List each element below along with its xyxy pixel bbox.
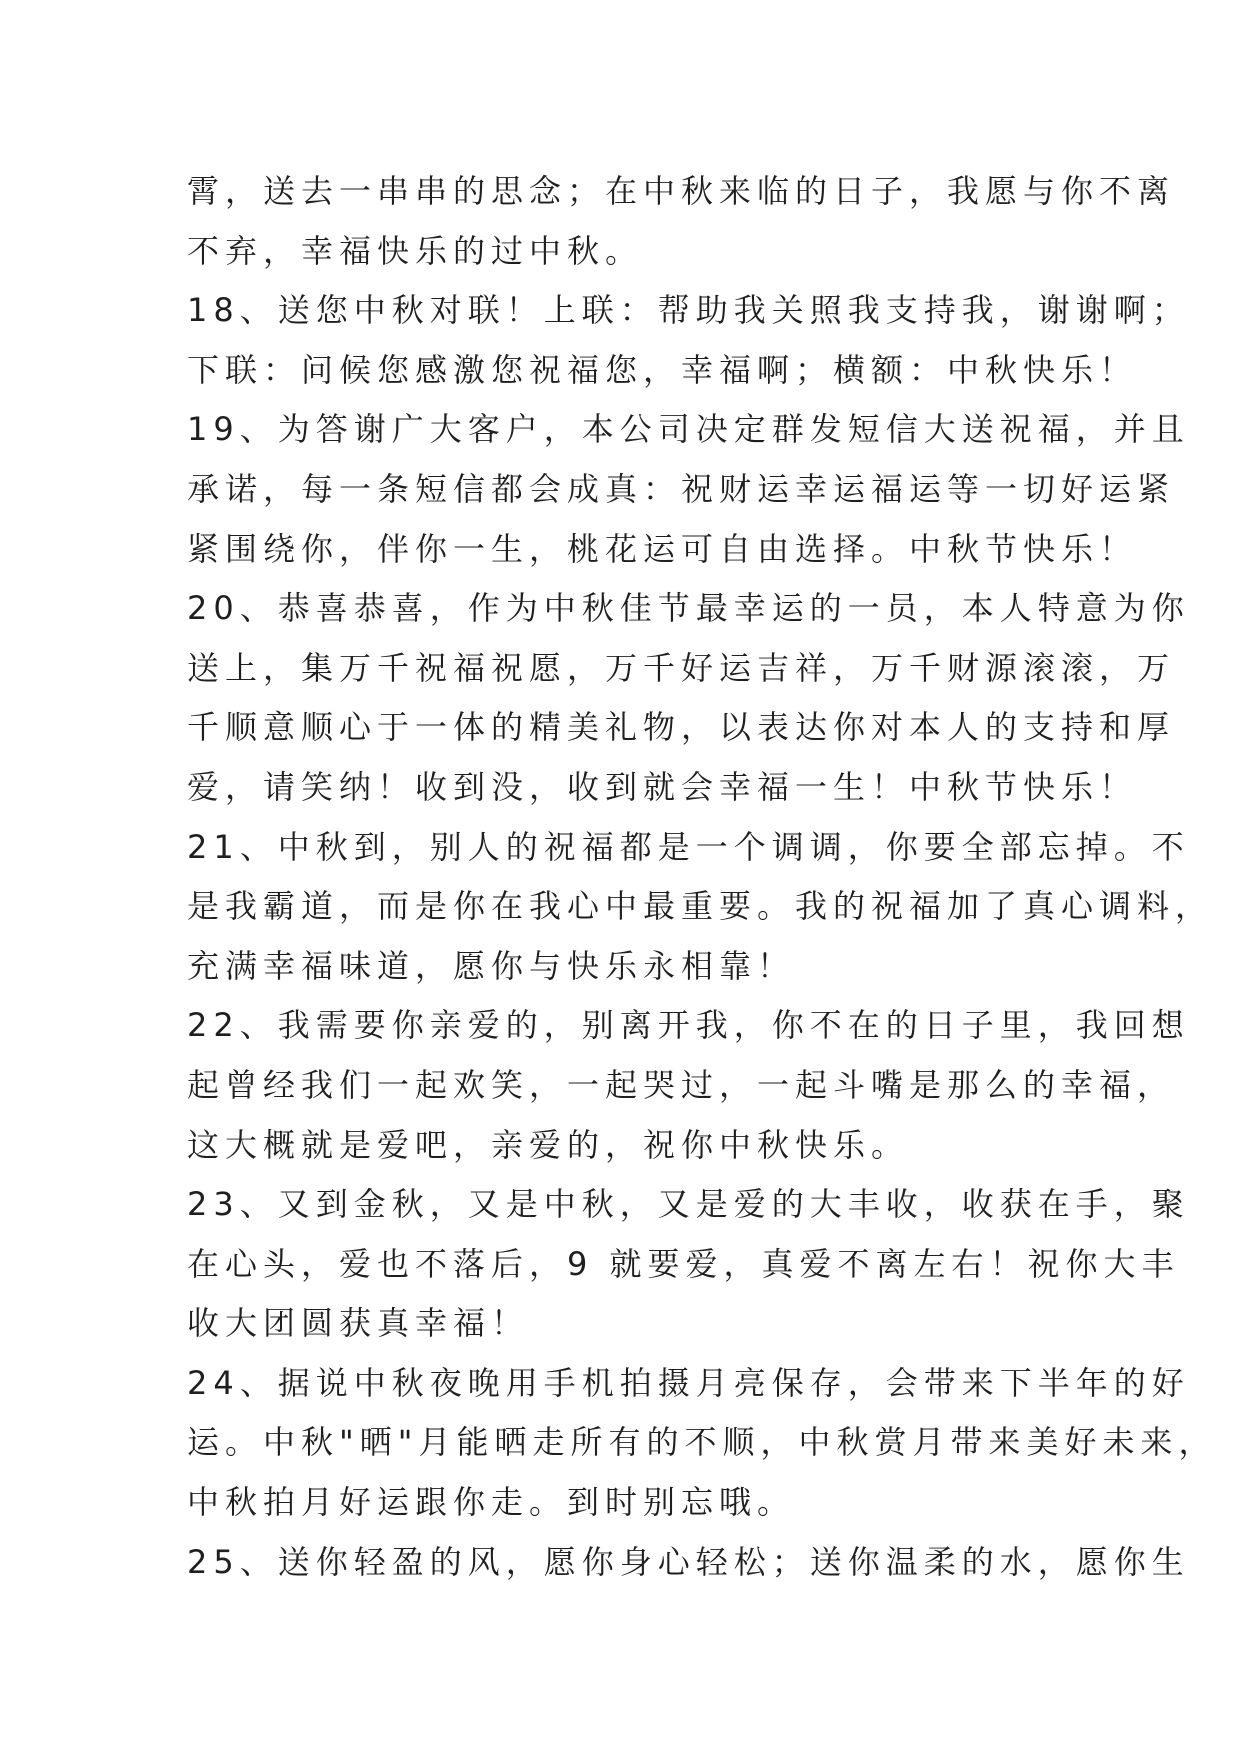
text-line: 是我霸道，而是你在我心中最重要。我的祝福加了真心调料， [187, 887, 1214, 926]
text-line: 起曾经我们一起欢笑，一起哭过，一起斗嘴是那么的幸福， [187, 1065, 1176, 1104]
text-line: 下联：问候您感激您祝福您，幸福啊；横额：中秋快乐！ [187, 350, 1138, 389]
text-line: 紧围绕你，伴你一生，桃花运可自由选择。中秋节快乐！ [187, 529, 1138, 568]
text-line: 22、我需要你亲爱的，别离开我，你不在的日子里，我回想 [187, 1006, 1190, 1045]
text-line: 24、据说中秋夜晚用手机拍摄月亮保存，会带来下半年的好 [187, 1363, 1190, 1402]
text-line: 18、送您中秋对联！上联：帮助我关照我支持我，谢谢啊； [187, 291, 1190, 330]
text-line: 19、为答谢广大客户，本公司决定群发短信大送祝福，并且 [187, 410, 1190, 449]
text-line: 运。中秋"晒"月能晒走所有的不顺，中秋赏月带来美好未来， [187, 1423, 1217, 1462]
text-line: 千顺意顺心于一体的精美礼物，以表达你对本人的支持和厚 [187, 708, 1176, 747]
text-line: 中秋拍月好运跟你走。到时别忘哦。 [187, 1483, 796, 1522]
text-line: 承诺，每一条短信都会成真：祝财运幸运福运等一切好运紧 [187, 469, 1176, 508]
text-line: 充满幸福味道，愿你与快乐永相靠！ [187, 946, 796, 985]
text-line: 爱，请笑纳！收到没，收到就会幸福一生！中秋节快乐！ [187, 767, 1138, 806]
text-line: 这大概就是爱吧，亲爱的，祝你中秋快乐。 [187, 1125, 910, 1164]
text-line: 21、中秋到，别人的祝福都是一个调调，你要全部忘掉。不 [187, 827, 1190, 866]
text-line: 25、送你轻盈的风，愿你身心轻松；送你温柔的水，愿你生 [187, 1542, 1190, 1581]
text-line: 送上，集万千祝福祝愿，万千好运吉祥，万千财源滚滚，万 [187, 648, 1176, 687]
text-line: 不弃，幸福快乐的过中秋。 [187, 231, 644, 270]
text-line: 霄，送去一串串的思念；在中秋来临的日子，我愿与你不离 [187, 172, 1176, 210]
text-line: 23、又到金秋，又是中秋，又是爱的大丰收，收获在手，聚 [187, 1185, 1190, 1224]
text-line: 收大团圆获真幸福！ [187, 1304, 530, 1343]
text-line: 20、恭喜恭喜，作为中秋佳节最幸运的一员，本人特意为你 [187, 589, 1190, 628]
document-body [187, 162, 1217, 1592]
text-line: 在心头，爱也不落后，9 就要爱，真爱不离左右！祝你大丰 [187, 1244, 1180, 1283]
